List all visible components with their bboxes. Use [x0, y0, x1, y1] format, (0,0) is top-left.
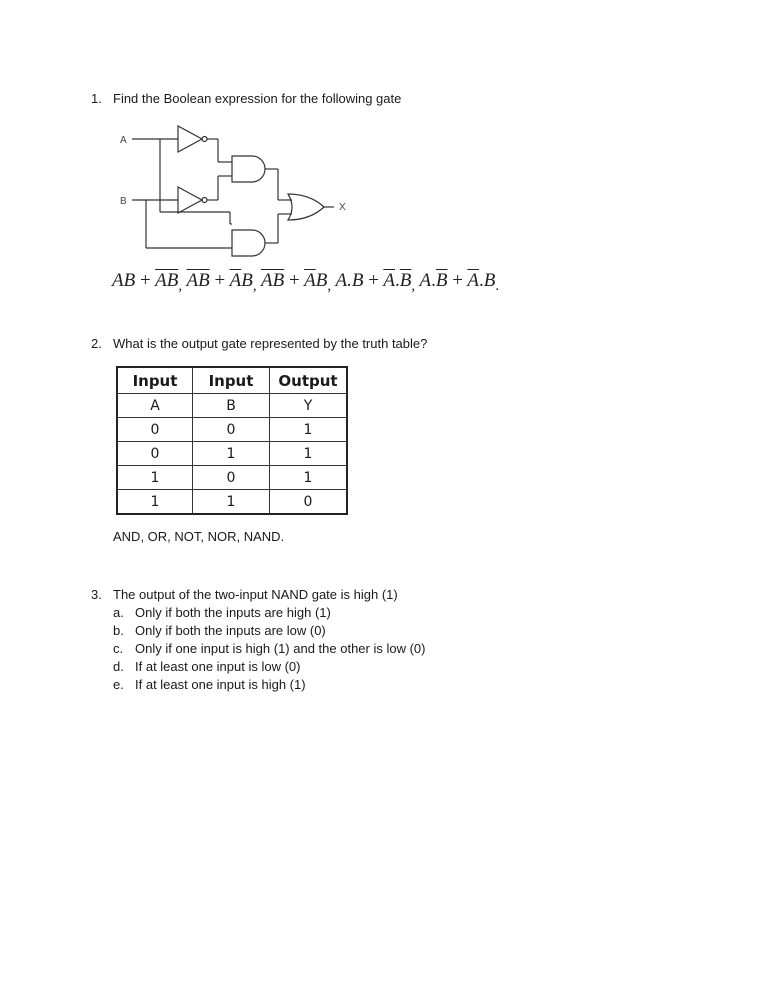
table-header: Input [117, 367, 193, 394]
option-text: If at least one input is low (0) [135, 659, 301, 674]
and-gate-top [232, 156, 292, 200]
expression-term: $\overline{A}$ [467, 270, 479, 291]
option-letter: c. [113, 641, 124, 656]
expression-term: $\overline{A}$ [229, 270, 242, 291]
table-cell: 1 [193, 490, 270, 515]
plus-sign: + [214, 270, 226, 291]
table-row [117, 490, 347, 515]
option-letter: b. [113, 623, 124, 638]
table-header-row [117, 367, 347, 394]
comma: , [411, 278, 416, 294]
truth-table [116, 366, 348, 515]
table-cell: 1 [270, 466, 348, 490]
expression-term: A.B [335, 270, 364, 291]
option-text: If at least one input is high (1) [135, 677, 306, 692]
option-letter: a. [113, 605, 124, 620]
expression-term: $\overline{B}$ [435, 270, 448, 291]
expression-options [112, 270, 499, 292]
table-cell: 0 [193, 466, 270, 490]
table-header: Output [270, 367, 348, 394]
question-3 [91, 586, 491, 604]
comma: , [327, 278, 332, 294]
expression-term: $\overline{B}$ [198, 270, 210, 291]
expression-term: $\overline{B}$ [399, 270, 412, 291]
option-text: Only if both the inputs are high (1) [135, 605, 331, 620]
and-gate-bottom [232, 214, 292, 256]
question-text: Find the Boolean expression for the following gate [113, 91, 402, 106]
table-cell: 0 [270, 490, 348, 515]
expression-term: A [419, 270, 432, 291]
table-header: Input [193, 367, 270, 394]
expression-term: B [315, 270, 328, 291]
table-row [117, 466, 347, 490]
question-number: 1. [91, 91, 102, 106]
dot: . [394, 270, 400, 291]
option-letter: e. [113, 677, 124, 692]
table-cell: 1 [270, 442, 348, 466]
expression-term: $\overline{A}$ [304, 270, 316, 291]
comma: , [252, 278, 257, 294]
table-cell: 0 [117, 442, 193, 466]
question-2 [91, 335, 491, 353]
input-b-label: B [120, 196, 127, 207]
table-cell: 1 [117, 490, 193, 515]
table-cell: B [193, 394, 270, 418]
table-cell: 1 [193, 442, 270, 466]
table-cell: 0 [193, 418, 270, 442]
option-text: Only if both the inputs are low (0) [135, 623, 326, 638]
dot: . [478, 270, 484, 291]
input-b-wire [132, 200, 232, 248]
table-cell: 0 [117, 418, 193, 442]
input-a-label: A [120, 135, 127, 146]
or-gate [288, 194, 334, 220]
plus-sign: + [139, 270, 151, 291]
expression-term: B [483, 270, 496, 291]
question-number: 3. [91, 587, 102, 602]
table-row [117, 418, 347, 442]
question-1 [91, 90, 491, 108]
expression-term: $\overline{A}$ [383, 270, 395, 291]
expression-term: $\overline{A}$ [186, 270, 199, 291]
table-cell: 1 [117, 466, 193, 490]
table-row [117, 442, 347, 466]
plus-sign: + [368, 270, 379, 291]
logic-circuit-diagram [110, 118, 360, 266]
table-cell: Y [270, 394, 348, 418]
output-x-label: X [339, 202, 346, 213]
option-letter: d. [113, 659, 124, 674]
expression-term: $\overline{AB}$ [155, 270, 179, 291]
gate-choices: AND, OR, NOT, NOR, NAND. [113, 529, 285, 544]
not-gate-a [178, 126, 232, 162]
expression-term: $\overline{AB}$ [261, 270, 285, 291]
expression-term: AB [112, 270, 136, 291]
table-subheader-row [117, 394, 347, 418]
plus-sign: + [452, 270, 463, 291]
dot: . [431, 270, 436, 291]
not-gate-b [178, 176, 232, 213]
question-text: The output of the two-input NAND gate is high (1) [113, 587, 398, 602]
period: . [495, 278, 500, 294]
plus-sign: + [288, 270, 300, 291]
option-text: Only if one input is high (1) and the other is low (0) [135, 641, 426, 656]
expression-term: B [241, 270, 253, 291]
comma: , [178, 278, 183, 294]
question-number: 2. [91, 336, 102, 351]
table-cell: 1 [270, 418, 348, 442]
question-text: What is the output gate represented by the truth table? [113, 336, 428, 351]
table-cell: A [117, 394, 193, 418]
